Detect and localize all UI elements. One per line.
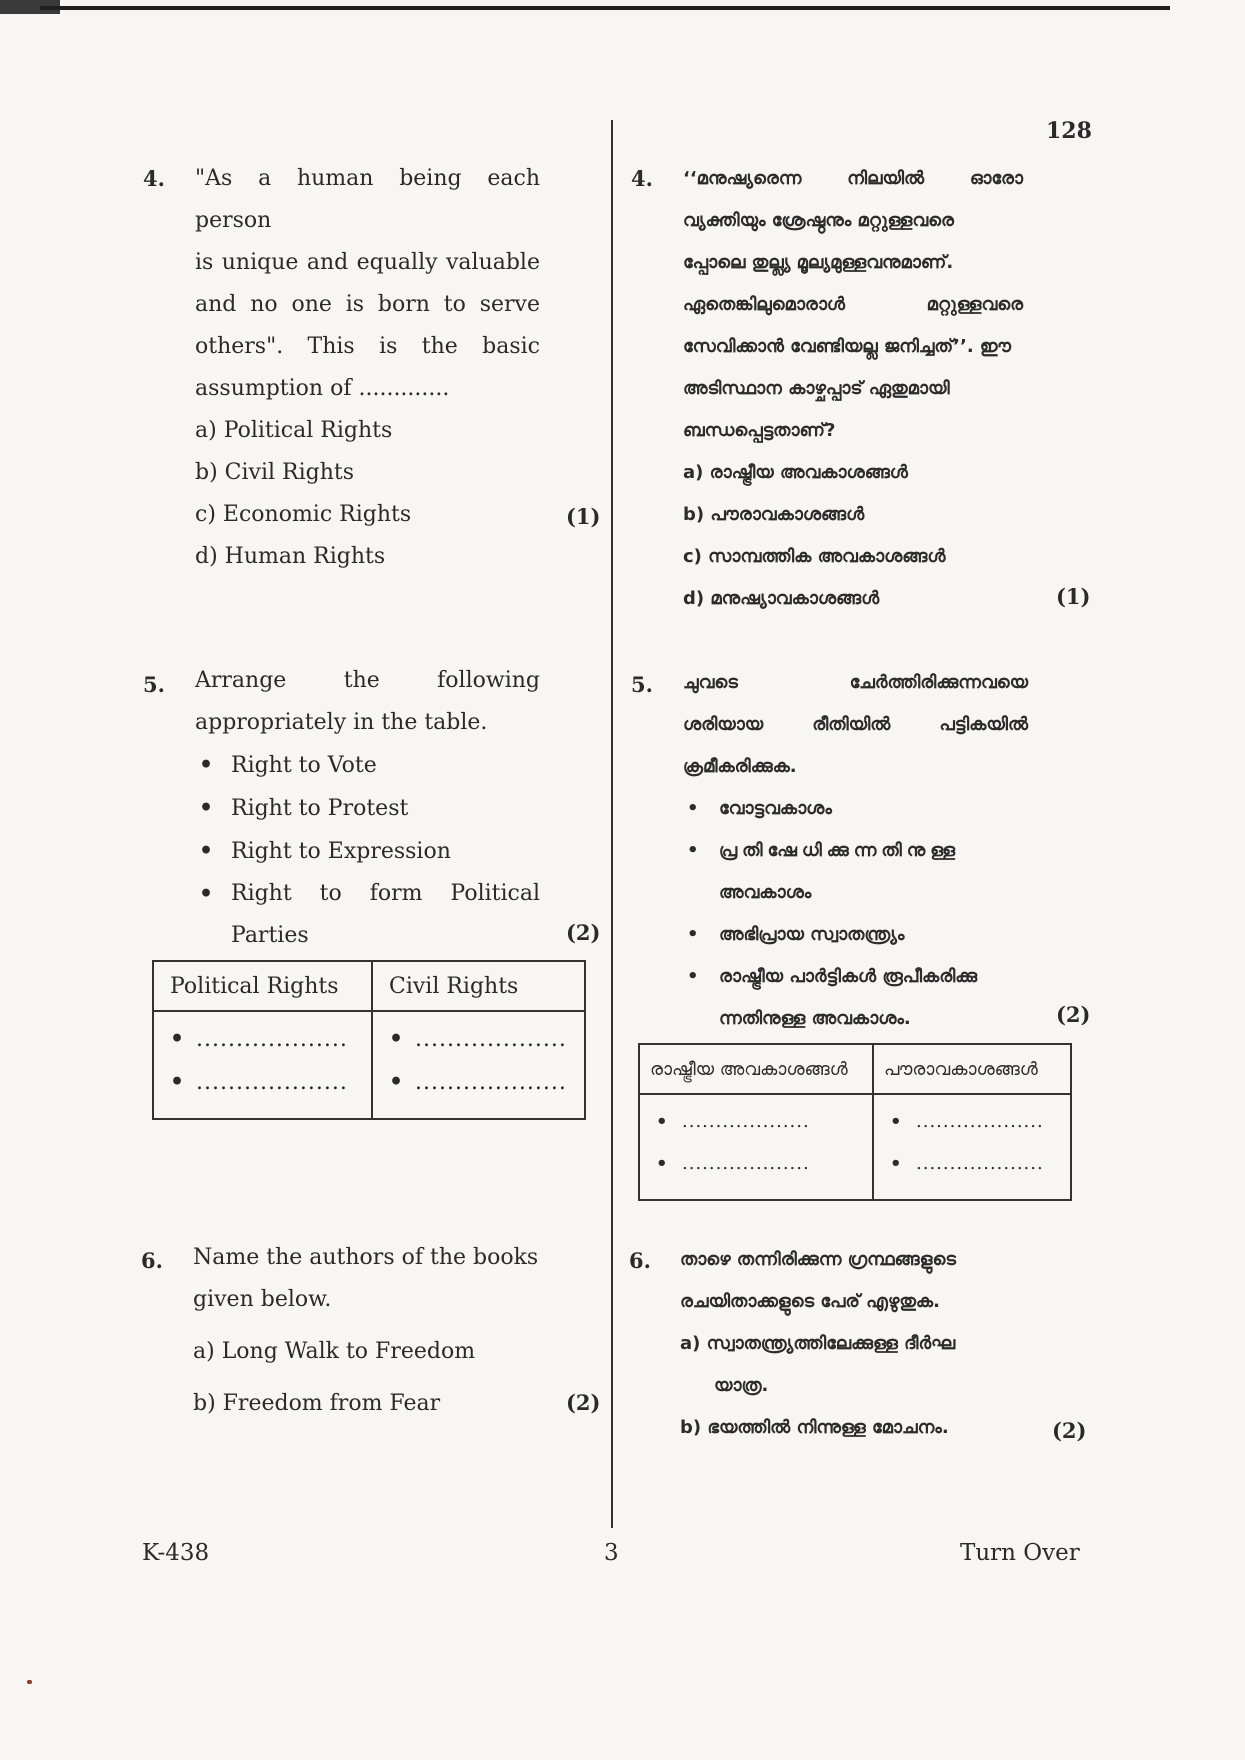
left-q5-number: 5. [143, 672, 165, 697]
right-q5-bullet-item: • അഭിപ്രായ സ്വാതന്ത്ര്യം [687, 924, 905, 945]
right-q5-bullet: രാഷ്ട്രീയ പാർട്ടികൾ രൂപീകരിക്കു [719, 966, 978, 987]
left-q6-line: given below. [193, 1287, 332, 1312]
left-q6-option: b) Freedom from Fear [193, 1391, 441, 1416]
column-divider [611, 120, 613, 1528]
right-q4-line: സേവിക്കാൻ വേണ്ടിയല്ല ജനിച്ചത്’’. ഈ [683, 336, 1012, 357]
left-q5-bullet-item: • Right to Expression [199, 838, 451, 864]
left-q4-line: others". This is the basic [195, 334, 540, 359]
right-q5-bullet-cont: ന്നതിനുള്ള അവകാശം. [719, 1008, 911, 1029]
right-q4-line: വ്യക്തിയും ശ്രേഷ്ഠനും മറ്റുള്ളവരെ [683, 210, 954, 231]
left-q5-bullet-item: • Right to Protest [199, 795, 409, 821]
left-q4-option: b) Civil Rights [195, 460, 355, 485]
right-table-header: പൗരാവകാശങ്ങൾ [873, 1044, 1071, 1094]
left-q4-line: "As a human being each person [195, 166, 540, 233]
left-q4-text [195, 158, 540, 578]
page-code: 128 [1046, 118, 1092, 144]
right-q4-option: d) മനുഷ്യാവകാശങ്ങൾ [683, 588, 880, 609]
right-q4-line: അടിസ്ഥാന കാഴ്ചപ്പാട് ഏതുമായി [683, 378, 950, 399]
left-q5-bullet: Right to form Political [231, 881, 540, 906]
right-q6-line: താഴെ തന്നിരിക്കുന്ന ഗ്രന്ഥങ്ങളുടെ [680, 1249, 956, 1270]
left-q6-line: Name the authors of the books [193, 1245, 539, 1270]
right-q6-line: രചയിതാക്കളുടെ പേര് എഴുതുക. [680, 1291, 940, 1312]
blank-line: ................... [415, 1070, 567, 1095]
left-q5-bullet: Right to Vote [231, 753, 377, 778]
right-q5-number: 5. [631, 672, 653, 697]
left-q4-option: a) Political Rights [195, 418, 393, 443]
right-q5-line: ക്രമീകരിക്കുക. [683, 756, 797, 777]
left-q5-line: appropriately in the table. [195, 710, 488, 735]
scan-speck [27, 1680, 32, 1684]
right-q5-line: ശരിയായ രീതിയിൽ പട്ടികയിൽ [683, 714, 1028, 735]
right-q5-table [638, 1043, 1072, 1201]
right-q6-option: a) സ്വാതന്ത്ര്യത്തിലേക്കുള്ള ദീർഘ [680, 1333, 956, 1354]
right-q5-bullet-item: • വോട്ടവകാശം [687, 798, 832, 819]
right-q4-option: a) രാഷ്ട്രീയ അവകാശങ്ങൾ [683, 462, 908, 483]
blank-line: ................... [415, 1027, 567, 1052]
right-table-cell: • ................... • ................... [873, 1094, 1071, 1200]
left-q5-bullet-item: • Right to Vote [199, 752, 377, 778]
footer-page-number: 3 [604, 1540, 619, 1566]
right-q4-line: ബന്ധപ്പെട്ടതാണ്? [683, 420, 836, 441]
left-q5-line: Arrange the following [195, 668, 540, 693]
blank-line: ................... [916, 1111, 1044, 1132]
right-q4-option: c) സാമ്പത്തിക അവകാശങ്ങൾ [683, 546, 946, 567]
left-q5-mark: (2) [566, 920, 601, 945]
blank-line: ................... [682, 1111, 810, 1132]
right-table-header: രാഷ്ട്രീയ അവകാശങ്ങൾ [639, 1044, 873, 1094]
right-q4-line: പ്പോലെ തുല്ല്യ മൂല്യമുള്ളവനുമാണ്. [683, 252, 954, 273]
right-q4-mark: (1) [1056, 584, 1091, 609]
left-table-header: Civil Rights [372, 961, 585, 1011]
left-table-header: Political Rights [153, 961, 372, 1011]
footer-code: K-438 [142, 1540, 210, 1566]
left-q5-text [195, 660, 540, 957]
right-q5-bullet: വോട്ടവകാശം [719, 798, 832, 819]
right-q6-text [680, 1239, 1030, 1449]
right-q5-bullet-item: • പ്രതിഷേധിക്കുന്നതിനുള്ള [687, 840, 961, 861]
left-q4-line: assumption of ............. [195, 376, 450, 401]
blank-line: ................... [196, 1027, 348, 1052]
right-q4-line: ഏതെങ്കിലുമൊരാൾ മറ്റുള്ളവരെ [683, 294, 1023, 315]
left-q5-bullet: Right to Protest [231, 796, 409, 821]
left-q4-option: c) Economic Rights [195, 502, 412, 527]
right-q5-bullet: പ്രതിഷേധിക്കുന്നതിനുള്ള [719, 840, 961, 861]
left-q4-line: and no one is born to serve [195, 292, 540, 317]
left-q4-mark: (1) [566, 504, 601, 529]
right-q4-option: b) പൗരാവകാശങ്ങൾ [683, 504, 865, 525]
right-q6-option: b) ഭയത്തിൽ നിന്നുള്ള മോചനം. [680, 1417, 949, 1438]
left-q4-line: is unique and equally valuable [195, 250, 540, 275]
left-q5-bullet-item: • Right to form Political [195, 873, 540, 915]
right-q5-line: ചുവടെ ചേർത്തിരിക്കുന്നവയെ [683, 672, 1028, 693]
right-q5-bullet: അഭിപ്രായ സ്വാതന്ത്ര്യം [719, 924, 905, 945]
top-rule [40, 6, 1170, 10]
left-q6-text [193, 1237, 543, 1425]
blank-line: ................... [916, 1153, 1044, 1174]
right-q6-option-cont: യാത്ര. [714, 1375, 769, 1396]
blank-line: ................... [196, 1070, 348, 1095]
left-q6-mark: (2) [566, 1390, 601, 1415]
right-q4-number: 4. [631, 166, 653, 191]
right-q5-bullet-cont: അവകാശം [719, 882, 812, 903]
left-q4-number: 4. [143, 166, 165, 191]
left-q5-bullet: Right to Expression [231, 839, 451, 864]
right-table-cell: • ................... • ................... [639, 1094, 873, 1200]
right-q4-text [683, 158, 1023, 620]
left-q5-bullet-cont: Parties [231, 923, 309, 948]
left-table-cell: • ................... • ................... [372, 1011, 585, 1119]
right-q5-bullet-item: • രാഷ്ട്രീയ പാർട്ടികൾ രൂപീകരിക്കു [687, 966, 978, 987]
left-q4-option: d) Human Rights [195, 544, 386, 569]
right-q5-mark: (2) [1056, 1002, 1091, 1027]
left-q6-option: a) Long Walk to Freedom [193, 1339, 476, 1364]
footer-turn-over: Turn Over [960, 1540, 1080, 1566]
right-q4-line: ‘‘മനുഷ്യരെന്ന നിലയിൽ ഓരോ [683, 168, 1023, 189]
left-q5-table [152, 960, 586, 1120]
right-q5-text [683, 662, 1028, 1040]
left-q6-number: 6. [141, 1248, 163, 1273]
right-q6-number: 6. [629, 1248, 651, 1273]
right-q6-mark: (2) [1052, 1418, 1087, 1443]
blank-line: ................... [682, 1153, 810, 1174]
left-table-cell: • ................... • ................... [153, 1011, 372, 1119]
